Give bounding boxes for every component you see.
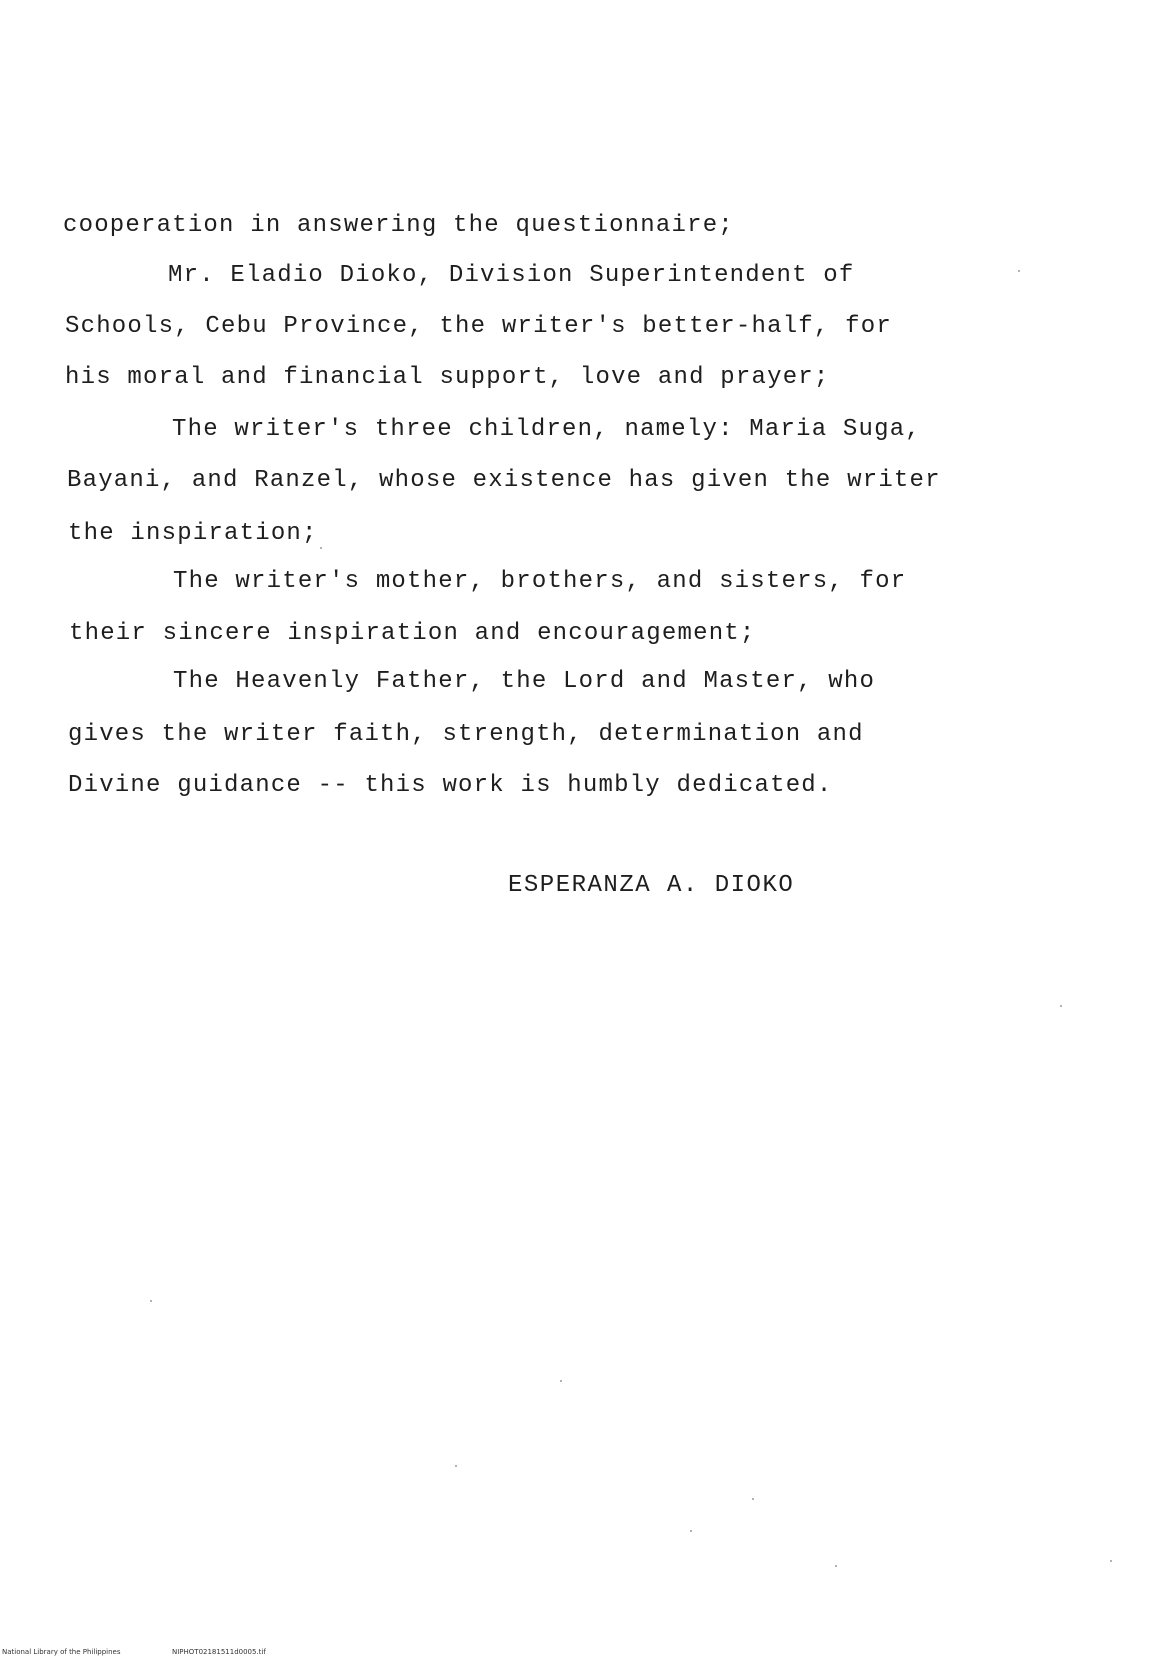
text-line-11: gives the writer faith, strength, determination and <box>68 721 864 748</box>
scan-speck <box>560 1380 562 1382</box>
text-line-12: Divine guidance -- this work is humbly dedicated. <box>68 772 833 799</box>
scan-speck <box>835 1565 837 1567</box>
text-line-9: their sincere inspiration and encouragement; <box>69 620 756 647</box>
text-line-4: his moral and financial support, love and prayer; <box>65 364 830 391</box>
scan-speck <box>455 1465 457 1467</box>
text-line-6: Bayani, and Ranzel, whose existence has given the writer <box>67 467 941 494</box>
signature-name: ESPERANZA A. DIOKO <box>508 872 795 899</box>
scan-speck <box>1060 1005 1062 1007</box>
text-line-10: The Heavenly Father, the Lord and Master, who <box>173 668 876 695</box>
text-line-3: Schools, Cebu Province, the writer's better-half, for <box>65 313 892 340</box>
scan-speck <box>1110 1560 1112 1562</box>
footer-library: National Library of the Philippines <box>2 1648 121 1656</box>
scan-speck <box>690 1530 692 1532</box>
scan-speck <box>1018 270 1020 272</box>
scan-speck <box>150 1300 152 1302</box>
text-line-8: The writer's mother, brothers, and sisters, for <box>173 568 907 595</box>
scan-speck <box>320 547 322 549</box>
text-line-5: The writer's three children, namely: Maria Suga, <box>172 416 921 443</box>
footer-filename: NIPHOT02181511d0005.tif <box>172 1648 266 1656</box>
text-line-7: the inspiration; <box>68 520 318 547</box>
text-line-1: cooperation in answering the questionnaire; <box>63 212 734 239</box>
scan-speck <box>752 1498 754 1500</box>
text-line-2: Mr. Eladio Dioko, Division Superintendent of <box>168 262 855 289</box>
